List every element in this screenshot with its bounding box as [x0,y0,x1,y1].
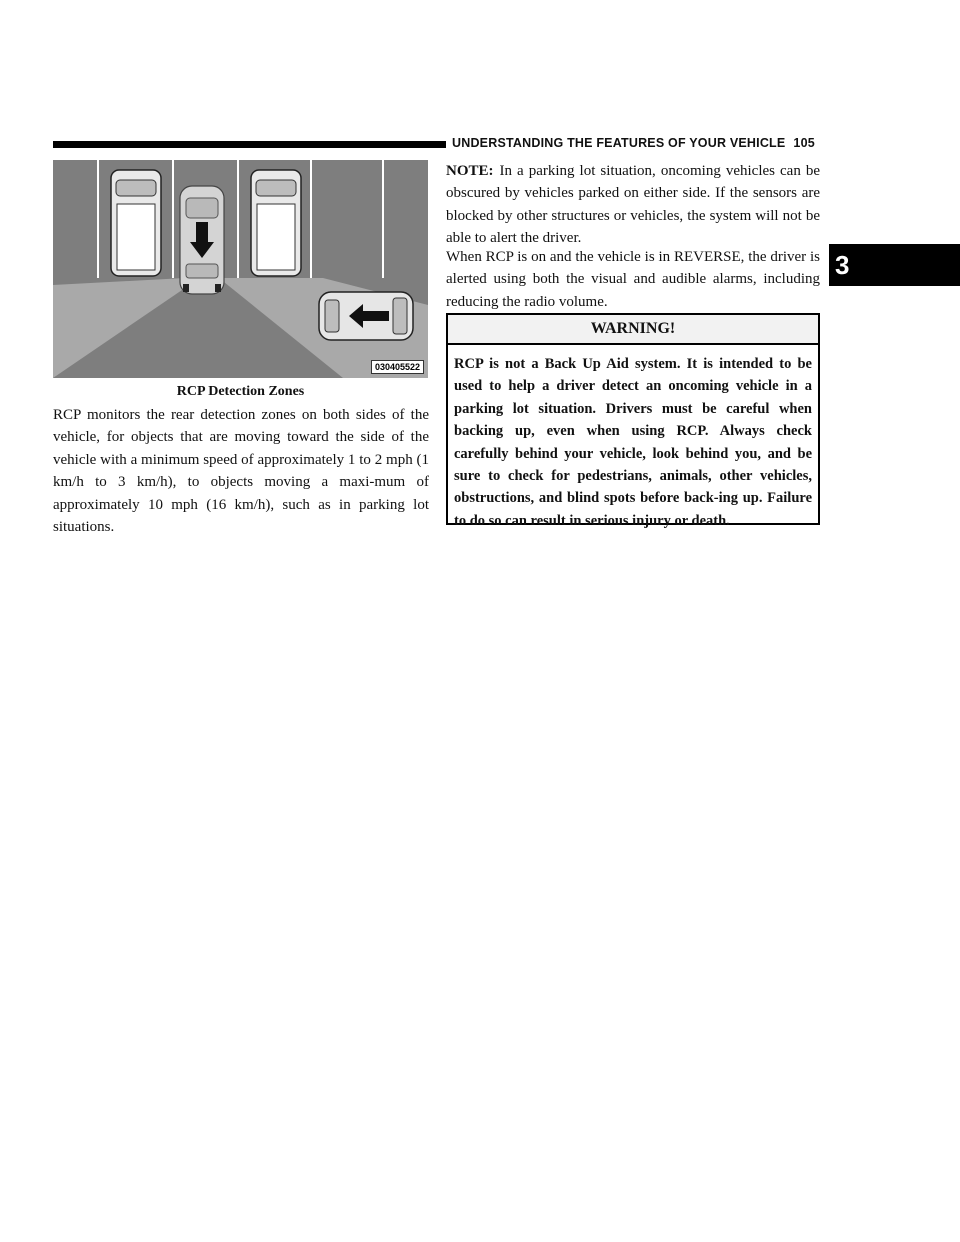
warning-box [446,313,820,529]
rcp-detection-zones-figure [53,160,428,378]
header-rule [53,141,446,148]
rcp-description-paragraph: RCP monitors the rear detection zones on both sides of the vehicle, for objects that are moving toward the side of the vehicle with a minimum speed of approximately 1 to 2 mph (1 km/h to 3 km/h), to objects moving a maxi-mum of approximately 10 mph (16 km/h), such as in parking lot situations. [53,407,429,536]
note-text: In a parking lot situation, oncoming vehicles can be obscured by vehicles parked on either side. If the sensors are blocked by other structures or vehicles, the system will not be able to alert the driver. [446,163,820,247]
warning-body: RCP is not a Back Up Aid system. It is intended to be used to help a driver detect an oncoming vehicle in a parking lot situation. Drivers must be careful when backing up, even when using RCP. Always check carefully behind your vehicle, look behind you, and be sure to check for pedestrians, animals, other vehicles, obstructions, and blind spots before back-ing up. Failure to do so can result in serious injury or death. [454,356,812,529]
note-label: NOTE: [446,163,494,179]
figure-caption: RCP Detection Zones [176,384,305,399]
page-number: 105 [793,136,815,150]
parked-vehicle-left [111,170,161,276]
reversing-vehicle [180,186,224,294]
figure-code: 030405522 [371,360,424,374]
header-title: UNDERSTANDING THE FEATURES OF YOUR VEHICLE [452,136,786,150]
parking-lot-illustration [53,160,428,378]
parked-vehicle-right [251,170,301,276]
note-paragraph [446,160,820,250]
warning-title: WARNING! [448,315,818,345]
left-detection-zone [53,278,185,378]
reverse-alert-paragraph: When RCP is on and the vehicle is in REVERSE, the driver is alerted using both the visual and audible alarms, including reducing the radio volume. [446,249,820,310]
chapter-tab: 3 [829,244,960,286]
approaching-vehicle [319,292,413,340]
running-header [452,136,822,150]
